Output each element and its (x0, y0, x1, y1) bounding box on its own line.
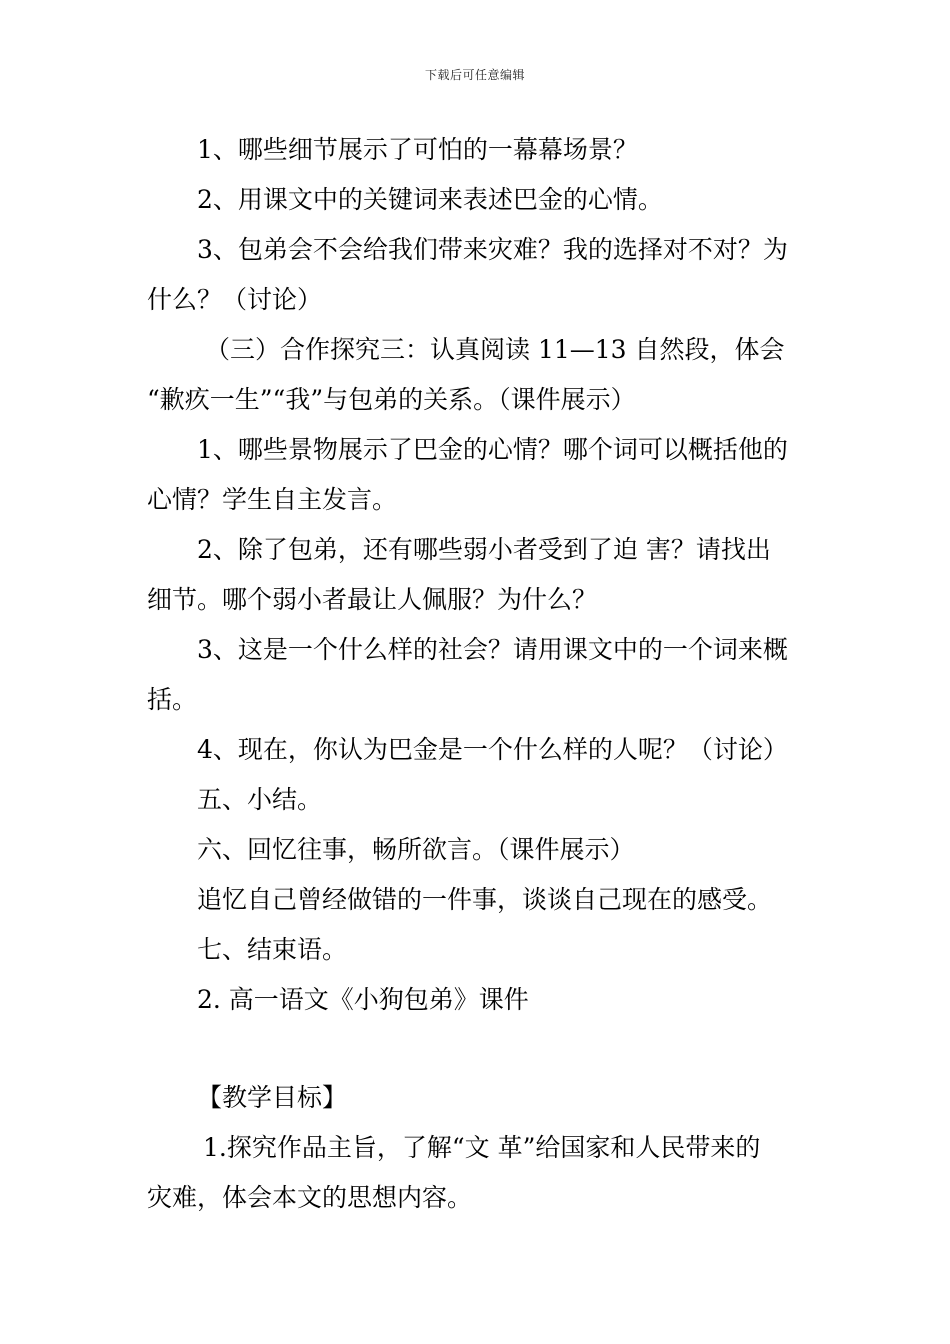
text-line: 心情？学生自主发言。 (147, 485, 398, 514)
text-line: 1、哪些景物展示了巴金的心情？哪个词可以概括他的 (197, 435, 788, 464)
text-line: 追忆自己曾经做错的一件事，谈谈自己现在的感受。 (197, 885, 773, 914)
text-line: 2、用课文中的关键词来表述巴金的心情。 (197, 185, 663, 214)
text-line: 七、结束语。 (197, 935, 348, 964)
text-line: 4、现在，你认为巴金是一个什么样的人呢？（讨论） (197, 735, 788, 764)
text-line: “歉疚一生”“我”与包弟的关系。（课件展示） (147, 385, 636, 414)
section-heading: 2. 高一语文《小狗包弟》课件 (197, 985, 529, 1014)
page-header: 下载后可任意编辑 (424, 68, 525, 82)
text-line: 什么？（讨论） (147, 285, 323, 314)
text-line: 2、除了包弟，还有哪些弱小者受到了迫 害？请找出 (197, 535, 771, 564)
text-line: 五、小结。 (197, 785, 323, 814)
text-line: 六、回忆往事，畅所欲言。（课件展示） (197, 835, 635, 864)
text-line: 括。 (147, 685, 198, 714)
text-line: 3、这是一个什么样的社会？请用课文中的一个词来概 (197, 635, 788, 664)
text-line: 1.探究作品主旨，了解“文 革”给国家和人民带来的 (203, 1133, 761, 1162)
text-line: 3、包弟会不会给我们带来灾难？我的选择对不对？为 (197, 235, 788, 264)
text-line: （三）合作探究三：认真阅读 11—13 自然段，体会 (205, 335, 785, 364)
text-line: 灾难，体会本文的思想内容。 (147, 1183, 473, 1212)
text-line: 细节。哪个弱小者最让人佩服？为什么？ (147, 585, 598, 614)
section-heading: 【教学目标】 (197, 1083, 348, 1112)
text-line: 1、哪些细节展示了可怕的一幕幕场景？ (197, 135, 638, 164)
